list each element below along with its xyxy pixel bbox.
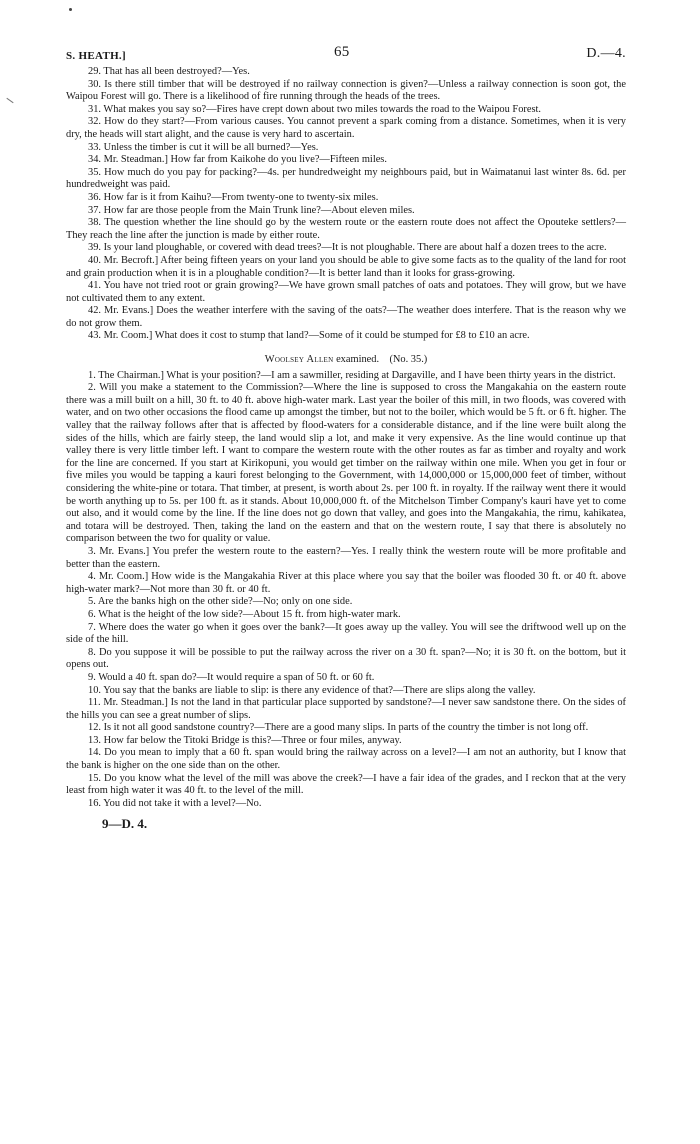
allen-question-13: 13. How far below the Titoki Bridge is this?—Three or four miles, anyway. — [88, 734, 402, 746]
allen-question-2: 2. Will you make a statement to the Commission?—Where the line is supposed to cross the Mangakahia on the eastern route there was a mill built on a hill, 30 ft. to 40 ft. above high-water mark. Last year the boiler of this mill, in two floods, was covered with water, and on two other occasions the flood came up amongst the timber, but not to the boiler, which would be 5 ft. or 6 ft. higher. The valley that the railway follows after that is affected by flood-waters for a considerable distance, and if the line were built along the sides of the hills, which are fairly steep, the land would slip a lot, and make it very expensive. As the line would continue up that valley there is very little timber left. I want to compare the western route with the other routes as far as timber and royalty and work for the line are concerned. If you start at Kirikopuni, you would get timber on the railway within one mile. When you get in four or five miles you would be tapping a kauri forest belonging to the Government, with 14,000,000 or 15,000,000 feet of timber, without considering the white-pine or totara. That timber, at present, is worth about 2s. per 100 ft. in royalty. If the railway went there it would be worth anything up to 5s. per 100 ft. as it stands. About 10,000,000 ft. of the Mitchelson Timber Company's kauri have yet to come out also, and it would come by the line. If the line does not go down that valley, and goes into the Mangakahia, the rimu, kahikatea, and totara will be destroyed. Then, taking the land on the eastern and that on the western route, I say that there is absolutely no comparison between the two for quality or value. — [66, 382, 626, 545]
witness-examined: examined. — [336, 354, 380, 366]
header-witness: S. HEATH.] — [66, 50, 126, 62]
margin-mark — [6, 98, 13, 103]
allen-question-15: 15. Do you know what the level of the mill was above the creek?—I have a fair idea of the grades, and I reckon that at the very least from high water it was 40 ft. to the level of the mill. — [66, 772, 626, 797]
witness-number: (No. 35.) — [389, 354, 428, 366]
signature-mark: 9—D. 4. — [102, 816, 148, 832]
question-32: 32. How do they start?—From various causes. You cannot prevent a spark coming from a distance. Sometimes, when it is very dry, the heads will start alight, and the cause is very hard to ascertain. — [66, 116, 626, 140]
allen-question-7: 7. Where does the water go when it goes over the bank?—It goes away up the valley. You will see the driftwood well up on the side of the hill. — [66, 621, 626, 646]
question-35: 35. How much do you pay for packing?—4s. per hundredweight my neighbours paid, but in Waimatanui last winter 8s. 6d. per hundredweight was paid. — [66, 166, 626, 191]
question-37: 37. How far are those people from the Main Trunk line?—About eleven miles. — [88, 204, 415, 216]
allen-question-1: 1. The Chairman.] What is your position?—I am a sawmiller, residing at Dargaville, and I have been thirty years in the district. — [88, 369, 616, 381]
question-29: 29. That has all been destroyed?—Yes. — [88, 66, 250, 77]
question-36: 36. How far is it from Kaihu?—From twenty-one to twenty-six miles. — [88, 191, 379, 203]
allen-question-3: 3. Mr. Evans.] You prefer the western route to the eastern?—Yes. I really think the western route will be more profitable and better than the eastern. — [66, 545, 626, 570]
question-34: 34. Mr. Steadman.] How far from Kaikohe do you live?—Fifteen miles. — [88, 154, 387, 166]
document-reference: D.—4. — [586, 46, 626, 61]
question-41: 41. You have not tried root or grain growing?—We have grown small patches of oats and potatoes. They will grow, but we have not cultivated them to any extent. — [66, 280, 626, 304]
document-page — [66, 42, 626, 832]
allen-question-9: 9. Would a 40 ft. span do?—It would require a span of 50 ft. or 60 ft. — [88, 671, 375, 683]
speck-mark — [69, 8, 72, 11]
witness-heading — [66, 354, 626, 367]
allen-question-8: 8. Do you suppose it will be possible to put the railway across the river on a 30 ft. span?—No; it is 30 ft. on the bottom, but it opens out. — [66, 646, 626, 671]
allen-question-16: 16. You did not take it with a level?—No. — [88, 797, 262, 809]
allen-question-10: 10. You say that the banks are liable to slip: is there any evidence of that?—There are slips along the valley. — [88, 684, 536, 696]
allen-question-5: 5. Are the banks high on the other side?—No; only on one side. — [88, 596, 353, 608]
allen-question-4: 4. Mr. Coom.] How wide is the Mangakahia River at this place where you say that the boiler was flooded 30 ft. or 40 ft. above high-water mark?—Not more than 30 ft. or 40 ft. — [66, 571, 626, 595]
page-header — [66, 42, 626, 66]
allen-question-14: 14. Do you mean to imply that a 60 ft. span would bring the railway across on a level?—I am not an authority, but I know that the bank is higher on the one side than on the other. — [66, 747, 626, 772]
evidence-section-heath — [66, 66, 626, 343]
evidence-section-allen — [66, 370, 626, 811]
question-40: 40. Mr. Becroft.] After being fifteen years on your land you should be able to give some facts as to the quality of the land for root and grain production when it is in a ploughable condition?—It is better land than it looks for grass-growing. — [66, 254, 626, 279]
question-38: 38. The question whether the line should go by the western route or the eastern route does not affect the Opouteke settlers?—They reach the line after the junction is made by either route. — [66, 217, 626, 241]
question-39: 39. Is your land ploughable, or covered with dead trees?—It is not ploughable. There are about half a dozen trees to the acre. — [88, 242, 607, 254]
allen-question-6: 6. What is the height of the low side?—About 15 ft. from high-water mark. — [88, 608, 401, 620]
allen-question-11: 11. Mr. Steadman.] Is not the land in that particular place supported by sandstone?—I never saw sandstone there. On the sides of the hills you can see a great number of slips. — [66, 697, 626, 721]
question-33: 33. Unless the timber is cut it will be all burned?—Yes. — [88, 141, 319, 153]
question-42: 42. Mr. Evans.] Does the weather interfere with the saving of the oats?—The weather does interfere. That is the reason why we do not grow them. — [66, 305, 626, 329]
allen-question-12: 12. Is it not all good sandstone country?—There are a good many slips. In parts of the country the timber is not long off. — [88, 722, 589, 734]
page-number: 65 — [334, 44, 350, 60]
question-43: 43. Mr. Coom.] What does it cost to stump that land?—Some of it could be stumped for £8 to £10 an acre. — [88, 330, 530, 342]
question-30: 30. Is there still timber that will be destroyed if no railway connection is given?—Unless a railway connection is soon got, the Waipou Forest will go. There is a likelihood of fire running through the heads of the trees. — [66, 78, 626, 103]
witness-name: Woolsey Allen — [264, 354, 334, 366]
question-31: 31. What makes you say so?—Fires have crept down about two miles towards the road to the Waipou Forest. — [88, 103, 541, 115]
